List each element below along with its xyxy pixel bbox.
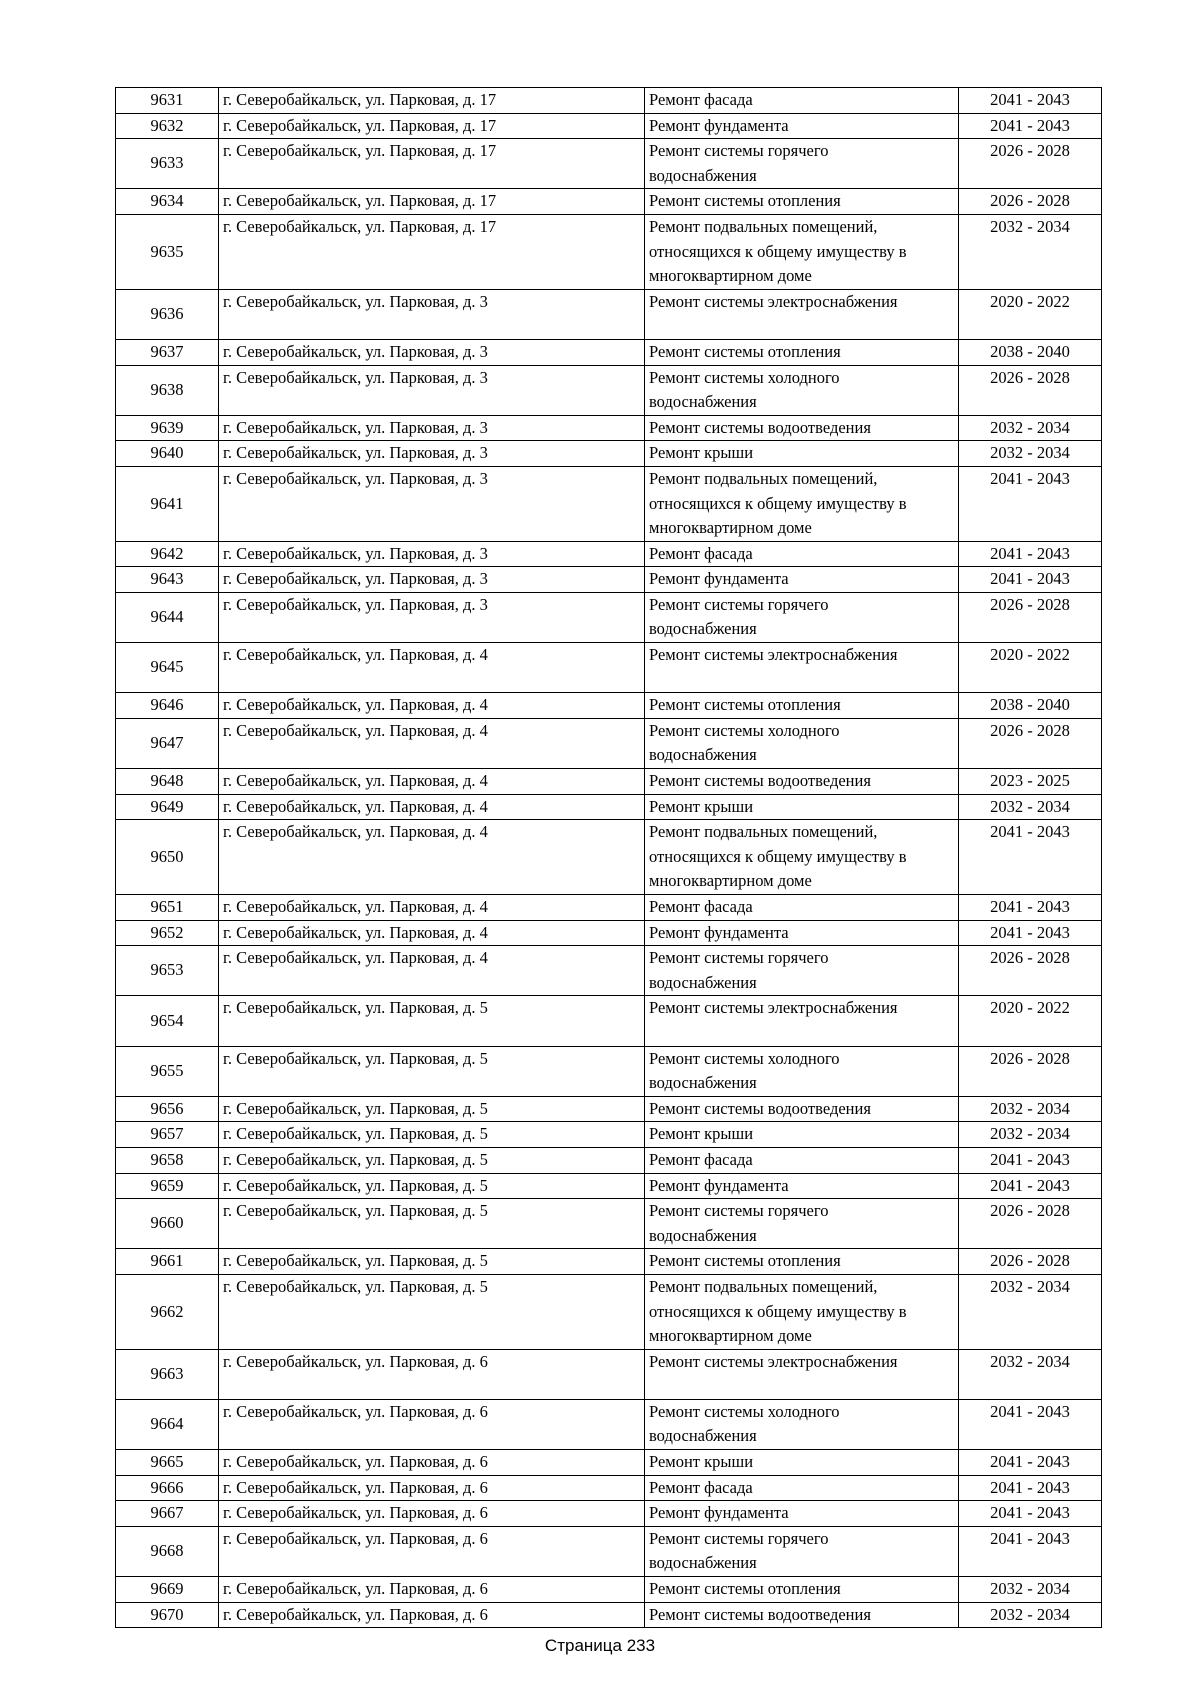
row-number: 9633 [116, 139, 219, 189]
work-type-cell [645, 769, 959, 795]
table-row [116, 1147, 1102, 1173]
work-type-line: относящихся к общему имуществу в [649, 1301, 907, 1321]
row-number: 9648 [116, 769, 219, 795]
address-cell: г. Северобайкальск, ул. Парковая, д. 17 [219, 189, 645, 215]
work-type-line: Ремонт подвальных помещений, [649, 822, 878, 842]
row-number: 9655 [116, 1046, 219, 1096]
work-type-line: Ремонт системы горячего [649, 948, 829, 968]
work-type-line: Ремонт фасада [649, 1477, 753, 1497]
work-type-cell [645, 339, 959, 365]
work-type-cell [645, 718, 959, 768]
period-cell: 2041 - 2043 [959, 920, 1102, 946]
period-cell: 2041 - 2043 [959, 1475, 1102, 1501]
period-cell: 2032 - 2034 [959, 1122, 1102, 1148]
table-row [116, 415, 1102, 441]
row-number: 9667 [116, 1501, 219, 1527]
address-cell: г. Северобайкальск, ул. Парковая, д. 4 [219, 643, 645, 693]
address-cell: г. Северобайкальск, ул. Парковая, д. 6 [219, 1526, 645, 1576]
table-row [116, 1399, 1102, 1449]
table-body [116, 88, 1102, 1628]
table-row [116, 946, 1102, 996]
work-type-cell [645, 996, 959, 1046]
period-cell: 2032 - 2034 [959, 214, 1102, 289]
row-number: 9656 [116, 1096, 219, 1122]
row-number: 9640 [116, 441, 219, 467]
work-type-line: Ремонт системы отопления [649, 695, 841, 715]
row-number: 9664 [116, 1399, 219, 1449]
table-row [116, 339, 1102, 365]
work-type-cell [645, 1577, 959, 1603]
row-number: 9646 [116, 693, 219, 719]
table-row [116, 289, 1102, 339]
address-cell: г. Северобайкальск, ул. Парковая, д. 5 [219, 1096, 645, 1122]
work-type-cell [645, 643, 959, 693]
period-cell: 2032 - 2034 [959, 1096, 1102, 1122]
period-cell: 2026 - 2028 [959, 1249, 1102, 1275]
row-number: 9643 [116, 567, 219, 593]
table-row [116, 365, 1102, 415]
table-row [116, 113, 1102, 139]
period-cell: 2032 - 2034 [959, 1349, 1102, 1399]
work-type-line: Ремонт системы отопления [649, 1579, 841, 1599]
work-type-line: водоснабжения [649, 1225, 757, 1245]
address-cell: г. Северобайкальск, ул. Парковая, д. 17 [219, 113, 645, 139]
period-cell: 2026 - 2028 [959, 139, 1102, 189]
period-cell: 2032 - 2034 [959, 415, 1102, 441]
address-cell: г. Северобайкальск, ул. Парковая, д. 5 [219, 1046, 645, 1096]
table-row [116, 466, 1102, 541]
work-type-cell [645, 1602, 959, 1628]
period-cell: 2041 - 2043 [959, 895, 1102, 921]
table-row [116, 769, 1102, 795]
row-number: 9631 [116, 88, 219, 114]
table-row [116, 541, 1102, 567]
period-cell: 2026 - 2028 [959, 718, 1102, 768]
table-row [116, 139, 1102, 189]
table-row [116, 1274, 1102, 1349]
work-type-line: Ремонт системы горячего [649, 141, 829, 161]
row-number: 9652 [116, 920, 219, 946]
table-row [116, 592, 1102, 642]
work-type-cell [645, 1399, 959, 1449]
table-row [116, 1501, 1102, 1527]
work-type-line [649, 1021, 954, 1046]
work-type-line: Ремонт подвальных помещений, [649, 1276, 878, 1296]
table-row [116, 794, 1102, 820]
address-cell: г. Северобайкальск, ул. Парковая, д. 6 [219, 1475, 645, 1501]
table-row [116, 693, 1102, 719]
work-type-cell [645, 189, 959, 215]
work-type-cell [645, 820, 959, 895]
work-type-line: Ремонт системы горячего [649, 1201, 829, 1221]
row-number: 9663 [116, 1349, 219, 1399]
address-cell: г. Северобайкальск, ул. Парковая, д. 3 [219, 415, 645, 441]
work-type-cell [645, 1199, 959, 1249]
work-type-cell [645, 88, 959, 114]
address-cell: г. Северобайкальск, ул. Парковая, д. 5 [219, 1274, 645, 1349]
row-number: 9666 [116, 1475, 219, 1501]
work-type-line: Ремонт системы электроснабжения [649, 998, 898, 1018]
work-type-cell [645, 1096, 959, 1122]
row-number: 9641 [116, 466, 219, 541]
row-number: 9642 [116, 541, 219, 567]
row-number: 9659 [116, 1173, 219, 1199]
work-type-line: Ремонт фасада [649, 90, 753, 109]
row-number: 9649 [116, 794, 219, 820]
work-type-line: водоснабжения [649, 392, 757, 412]
row-number: 9660 [116, 1199, 219, 1249]
table-row [116, 1450, 1102, 1476]
work-type-line: Ремонт системы горячего [649, 594, 829, 614]
work-type-cell [645, 794, 959, 820]
period-cell: 2041 - 2043 [959, 113, 1102, 139]
work-type-cell [645, 946, 959, 996]
row-number: 9661 [116, 1249, 219, 1275]
period-cell: 2041 - 2043 [959, 1450, 1102, 1476]
work-type-line: Ремонт крыши [649, 796, 754, 816]
table-row [116, 1046, 1102, 1096]
address-cell: г. Северобайкальск, ул. Парковая, д. 6 [219, 1399, 645, 1449]
period-cell: 2041 - 2043 [959, 1501, 1102, 1527]
address-cell: г. Северобайкальск, ул. Парковая, д. 3 [219, 289, 645, 339]
work-type-cell [645, 592, 959, 642]
work-type-cell [645, 214, 959, 289]
address-cell: г. Северобайкальск, ул. Парковая, д. 3 [219, 541, 645, 567]
work-type-line: Ремонт фасада [649, 897, 753, 916]
period-cell: 2032 - 2034 [959, 441, 1102, 467]
address-cell: г. Северобайкальск, ул. Парковая, д. 4 [219, 946, 645, 996]
row-number: 9651 [116, 895, 219, 921]
work-type-line: Ремонт системы водоотведения [649, 1604, 871, 1624]
work-type-line: относящихся к общему имуществу в [649, 846, 907, 866]
period-cell: 2041 - 2043 [959, 567, 1102, 593]
address-cell: г. Северобайкальск, ул. Парковая, д. 6 [219, 1349, 645, 1399]
table-row [116, 1199, 1102, 1249]
address-cell: г. Северобайкальск, ул. Парковая, д. 6 [219, 1450, 645, 1476]
row-number: 9650 [116, 820, 219, 895]
period-cell: 2041 - 2043 [959, 1526, 1102, 1576]
address-cell: г. Северобайкальск, ул. Парковая, д. 4 [219, 920, 645, 946]
work-type-line: Ремонт фасада [649, 1149, 753, 1169]
work-type-line: многоквартирном доме [649, 1326, 812, 1346]
work-type-line: Ремонт крыши [649, 443, 754, 463]
period-cell: 2026 - 2028 [959, 592, 1102, 642]
work-type-line [649, 668, 954, 693]
address-cell: г. Северобайкальск, ул. Парковая, д. 5 [219, 1173, 645, 1199]
row-number: 9647 [116, 718, 219, 768]
work-type-line: Ремонт крыши [649, 1452, 754, 1472]
work-type-cell [645, 1526, 959, 1576]
address-cell: г. Северобайкальск, ул. Парковая, д. 3 [219, 365, 645, 415]
work-type-cell [645, 1249, 959, 1275]
work-type-cell [645, 139, 959, 189]
work-type-cell [645, 1501, 959, 1527]
row-number: 9654 [116, 996, 219, 1046]
work-type-line: Ремонт системы горячего [649, 1528, 829, 1548]
work-type-cell [645, 895, 959, 921]
period-cell: 2026 - 2028 [959, 946, 1102, 996]
address-cell: г. Северобайкальск, ул. Парковая, д. 4 [219, 693, 645, 719]
work-type-line: Ремонт фундамента [649, 922, 789, 942]
address-cell: г. Северобайкальск, ул. Парковая, д. 3 [219, 441, 645, 467]
page-number: Страница 233 [544, 1636, 656, 1655]
address-cell: г. Северобайкальск, ул. Парковая, д. 6 [219, 1577, 645, 1603]
work-type-cell [645, 567, 959, 593]
row-number: 9638 [116, 365, 219, 415]
period-cell: 2038 - 2040 [959, 693, 1102, 719]
address-cell: г. Северобайкальск, ул. Парковая, д. 3 [219, 567, 645, 593]
period-cell: 2041 - 2043 [959, 88, 1102, 114]
row-number: 9662 [116, 1274, 219, 1349]
work-type-line: водоснабжения [649, 972, 757, 992]
address-cell: г. Северобайкальск, ул. Парковая, д. 5 [219, 1122, 645, 1148]
work-type-line: водоснабжения [649, 1426, 757, 1446]
row-number: 9670 [116, 1602, 219, 1628]
row-number: 9669 [116, 1577, 219, 1603]
table-row [116, 643, 1102, 693]
row-number: 9634 [116, 189, 219, 215]
work-type-cell [645, 1122, 959, 1148]
work-type-cell [645, 365, 959, 415]
work-type-line: относящихся к общему имуществу в [649, 493, 907, 513]
table-row [116, 88, 1102, 114]
work-type-line: водоснабжения [649, 165, 757, 185]
work-type-line: Ремонт системы отопления [649, 1251, 841, 1271]
work-type-line: Ремонт системы холодного [649, 1048, 840, 1068]
period-cell: 2041 - 2043 [959, 1173, 1102, 1199]
address-cell: г. Северобайкальск, ул. Парковая, д. 4 [219, 718, 645, 768]
address-cell: г. Северобайкальск, ул. Парковая, д. 4 [219, 895, 645, 921]
table-row [116, 441, 1102, 467]
period-cell: 2026 - 2028 [959, 1199, 1102, 1249]
row-number: 9653 [116, 946, 219, 996]
work-type-line: Ремонт системы отопления [649, 341, 841, 361]
row-number: 9637 [116, 339, 219, 365]
address-cell: г. Северобайкальск, ул. Парковая, д. 5 [219, 1199, 645, 1249]
period-cell: 2032 - 2034 [959, 1602, 1102, 1628]
row-number: 9665 [116, 1450, 219, 1476]
work-type-line: Ремонт фундамента [649, 569, 789, 589]
table-row [116, 996, 1102, 1046]
work-type-line: Ремонт системы отопления [649, 191, 841, 211]
table-row [116, 895, 1102, 921]
work-type-line [649, 314, 954, 339]
work-type-line: Ремонт системы водоотведения [649, 1098, 871, 1118]
table-row [116, 820, 1102, 895]
work-type-line [649, 1374, 954, 1399]
work-type-cell [645, 441, 959, 467]
period-cell: 2032 - 2034 [959, 1274, 1102, 1349]
period-cell: 2020 - 2022 [959, 289, 1102, 339]
work-type-cell [645, 693, 959, 719]
work-type-cell [645, 1046, 959, 1096]
work-type-line: Ремонт фундамента [649, 115, 789, 135]
work-type-cell [645, 466, 959, 541]
table-row [116, 1602, 1102, 1628]
address-cell: г. Северобайкальск, ул. Парковая, д. 3 [219, 339, 645, 365]
period-cell: 2020 - 2022 [959, 996, 1102, 1046]
period-cell: 2026 - 2028 [959, 365, 1102, 415]
work-type-line: Ремонт системы электроснабжения [649, 291, 898, 311]
row-number: 9658 [116, 1147, 219, 1173]
address-cell: г. Северобайкальск, ул. Парковая, д. 17 [219, 139, 645, 189]
period-cell: 2026 - 2028 [959, 189, 1102, 215]
table-row [116, 1349, 1102, 1399]
work-type-line: Ремонт подвальных помещений, [649, 468, 878, 488]
work-type-line: Ремонт фундамента [649, 1175, 789, 1195]
period-cell: 2041 - 2043 [959, 820, 1102, 895]
work-type-line: Ремонт системы водоотведения [649, 771, 871, 791]
period-cell: 2032 - 2034 [959, 794, 1102, 820]
table-row [116, 214, 1102, 289]
work-type-line: Ремонт системы водоотведения [649, 417, 871, 437]
address-cell: г. Северобайкальск, ул. Парковая, д. 3 [219, 466, 645, 541]
table-row [116, 1173, 1102, 1199]
work-type-cell [645, 1147, 959, 1173]
work-type-line: многоквартирном доме [649, 518, 812, 538]
work-type-cell [645, 541, 959, 567]
work-type-line: водоснабжения [649, 1073, 757, 1093]
work-type-line: многоквартирном доме [649, 871, 812, 891]
work-type-cell [645, 1450, 959, 1476]
table-row [116, 1526, 1102, 1576]
table-row [116, 718, 1102, 768]
work-type-line: Ремонт системы холодного [649, 1401, 840, 1421]
row-number: 9636 [116, 289, 219, 339]
work-type-cell [645, 113, 959, 139]
row-number: 9645 [116, 643, 219, 693]
table-row [116, 189, 1102, 215]
work-type-cell [645, 1173, 959, 1199]
address-cell: г. Северобайкальск, ул. Парковая, д. 3 [219, 592, 645, 642]
table-row [116, 1122, 1102, 1148]
work-type-cell [645, 1475, 959, 1501]
work-type-line: Ремонт подвальных помещений, [649, 216, 878, 236]
work-type-line: Ремонт системы холодного [649, 367, 840, 387]
row-number: 9639 [116, 415, 219, 441]
address-cell: г. Северобайкальск, ул. Парковая, д. 6 [219, 1501, 645, 1527]
address-cell: г. Северобайкальск, ул. Парковая, д. 5 [219, 1249, 645, 1275]
address-cell: г. Северобайкальск, ул. Парковая, д. 4 [219, 769, 645, 795]
work-type-cell [645, 1274, 959, 1349]
work-type-cell [645, 289, 959, 339]
address-cell: г. Северобайкальск, ул. Парковая, д. 4 [219, 794, 645, 820]
table-row [116, 567, 1102, 593]
address-cell: г. Северобайкальск, ул. Парковая, д. 6 [219, 1602, 645, 1628]
work-type-line: Ремонт системы электроснабжения [649, 645, 898, 665]
work-type-line: Ремонт крыши [649, 1124, 754, 1144]
table-row [116, 920, 1102, 946]
work-type-line: водоснабжения [649, 619, 757, 639]
work-type-cell [645, 1349, 959, 1399]
table-row [116, 1577, 1102, 1603]
period-cell: 2032 - 2034 [959, 1577, 1102, 1603]
work-type-line: водоснабжения [649, 1553, 757, 1573]
work-type-line: Ремонт фундамента [649, 1503, 789, 1523]
table-row [116, 1096, 1102, 1122]
work-type-line: относящихся к общему имуществу в [649, 241, 907, 261]
period-cell: 2038 - 2040 [959, 339, 1102, 365]
period-cell: 2041 - 2043 [959, 541, 1102, 567]
period-cell: 2020 - 2022 [959, 643, 1102, 693]
address-cell: г. Северобайкальск, ул. Парковая, д. 4 [219, 820, 645, 895]
row-number: 9632 [116, 113, 219, 139]
table-row [116, 1475, 1102, 1501]
repair-schedule-table [115, 87, 1102, 1628]
row-number: 9635 [116, 214, 219, 289]
period-cell: 2041 - 2043 [959, 466, 1102, 541]
work-type-line: Ремонт системы холодного [649, 720, 840, 740]
address-cell: г. Северобайкальск, ул. Парковая, д. 5 [219, 1147, 645, 1173]
row-number: 9668 [116, 1526, 219, 1576]
period-cell: 2041 - 2043 [959, 1147, 1102, 1173]
work-type-line: Ремонт фасада [649, 543, 753, 563]
row-number: 9657 [116, 1122, 219, 1148]
period-cell: 2023 - 2025 [959, 769, 1102, 795]
period-cell: 2041 - 2043 [959, 1399, 1102, 1449]
work-type-line: водоснабжения [649, 745, 757, 765]
table-row [116, 1249, 1102, 1275]
row-number: 9644 [116, 592, 219, 642]
work-type-cell [645, 415, 959, 441]
period-cell: 2026 - 2028 [959, 1046, 1102, 1096]
address-cell: г. Северобайкальск, ул. Парковая, д. 5 [219, 996, 645, 1046]
work-type-line: многоквартирном доме [649, 266, 812, 286]
address-cell: г. Северобайкальск, ул. Парковая, д. 17 [219, 88, 645, 114]
address-cell: г. Северобайкальск, ул. Парковая, д. 17 [219, 214, 645, 289]
work-type-cell [645, 920, 959, 946]
work-type-line: Ремонт системы электроснабжения [649, 1351, 898, 1371]
